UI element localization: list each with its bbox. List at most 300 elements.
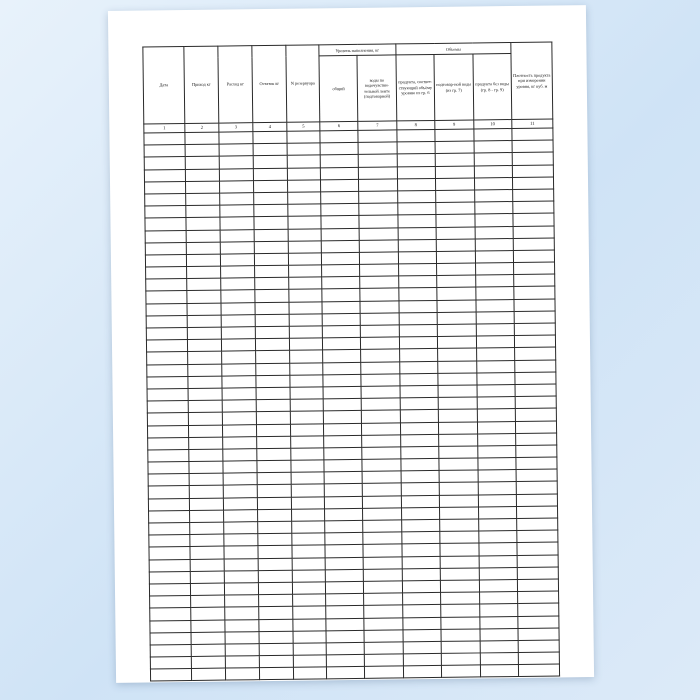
table-cell[interactable] (359, 154, 398, 167)
table-cell[interactable] (150, 596, 191, 609)
table-cell[interactable] (324, 435, 363, 448)
table-cell[interactable] (478, 518, 517, 531)
table-cell[interactable] (189, 437, 223, 450)
table-cell[interactable] (146, 291, 187, 304)
table-cell[interactable] (325, 581, 364, 594)
table-cell[interactable] (145, 181, 186, 194)
table-cell[interactable] (326, 654, 365, 667)
table-cell[interactable] (291, 460, 324, 473)
table-cell[interactable] (149, 535, 190, 548)
table-cell[interactable] (360, 240, 399, 253)
table-cell[interactable] (291, 484, 324, 497)
table-cell[interactable] (326, 593, 365, 606)
table-cell[interactable] (323, 374, 362, 387)
table-cell[interactable] (358, 130, 397, 143)
table-cell[interactable] (480, 653, 519, 666)
table-cell[interactable] (144, 145, 185, 158)
table-cell[interactable] (441, 604, 480, 617)
table-cell[interactable] (187, 266, 221, 279)
table-cell[interactable] (435, 129, 474, 142)
table-cell[interactable] (359, 166, 398, 179)
table-cell[interactable] (517, 579, 558, 592)
table-cell[interactable] (186, 205, 220, 218)
table-cell[interactable] (221, 327, 255, 340)
table-cell[interactable] (323, 411, 362, 424)
table-cell[interactable] (321, 228, 360, 241)
table-cell[interactable] (437, 287, 476, 300)
table-cell[interactable] (475, 250, 514, 263)
table-cell[interactable] (515, 360, 556, 373)
table-cell[interactable] (145, 218, 186, 231)
table-cell[interactable] (219, 132, 253, 145)
table-cell[interactable] (516, 433, 557, 446)
table-cell[interactable] (476, 324, 515, 337)
table-cell[interactable] (441, 592, 480, 605)
table-cell[interactable] (289, 265, 322, 278)
table-cell[interactable] (146, 279, 187, 292)
table-cell[interactable] (515, 420, 556, 433)
table-cell[interactable] (436, 239, 475, 252)
table-cell[interactable] (479, 555, 518, 568)
table-cell[interactable] (402, 568, 441, 581)
table-cell[interactable] (480, 628, 519, 641)
table-cell[interactable] (255, 326, 289, 339)
table-cell[interactable] (436, 214, 475, 227)
table-cell[interactable] (255, 314, 289, 327)
table-cell[interactable] (518, 640, 559, 653)
table-cell[interactable] (440, 495, 479, 508)
table-cell[interactable] (322, 325, 361, 338)
table-cell[interactable] (320, 155, 359, 168)
table-cell[interactable] (324, 484, 363, 497)
table-cell[interactable] (517, 567, 558, 580)
table-cell[interactable] (512, 177, 553, 190)
table-cell[interactable] (397, 154, 436, 167)
table-cell[interactable] (477, 384, 516, 397)
table-cell[interactable] (324, 447, 363, 460)
table-cell[interactable] (293, 618, 326, 631)
table-cell[interactable] (148, 474, 189, 487)
table-cell[interactable] (321, 191, 360, 204)
table-cell[interactable] (219, 180, 253, 193)
table-cell[interactable] (326, 667, 365, 680)
table-cell[interactable] (145, 230, 186, 243)
table-cell[interactable] (363, 520, 402, 533)
table-cell[interactable] (401, 471, 440, 484)
table-cell[interactable] (255, 278, 289, 291)
table-cell[interactable] (144, 133, 185, 146)
table-cell[interactable] (148, 462, 189, 475)
table-cell[interactable] (148, 437, 189, 450)
table-cell[interactable] (146, 340, 187, 353)
table-cell[interactable] (473, 129, 512, 142)
table-cell[interactable] (518, 664, 559, 677)
table-cell[interactable] (255, 302, 289, 315)
table-cell[interactable] (362, 447, 401, 460)
table-cell[interactable] (293, 594, 326, 607)
table-cell[interactable] (513, 250, 554, 263)
table-cell[interactable] (439, 421, 478, 434)
table-cell[interactable] (474, 165, 513, 178)
table-cell[interactable] (185, 132, 219, 145)
table-cell[interactable] (515, 347, 556, 360)
table-cell[interactable] (187, 315, 221, 328)
table-cell[interactable] (325, 508, 364, 521)
table-cell[interactable] (436, 202, 475, 215)
table-cell[interactable] (322, 338, 361, 351)
table-cell[interactable] (222, 388, 256, 401)
table-cell[interactable] (255, 290, 289, 303)
table-cell[interactable] (320, 179, 359, 192)
table-cell[interactable] (359, 227, 398, 240)
table-cell[interactable] (513, 213, 554, 226)
table-cell[interactable] (477, 421, 516, 434)
table-cell[interactable] (225, 668, 259, 681)
table-cell[interactable] (514, 323, 555, 336)
table-cell[interactable] (398, 227, 437, 240)
table-cell[interactable] (292, 570, 325, 583)
table-cell[interactable] (322, 289, 361, 302)
table-cell[interactable] (254, 241, 288, 254)
table-cell[interactable] (225, 631, 259, 644)
table-cell[interactable] (150, 620, 191, 633)
table-cell[interactable] (359, 179, 398, 192)
table-cell[interactable] (254, 253, 288, 266)
table-cell[interactable] (186, 242, 220, 255)
table-cell[interactable] (474, 189, 513, 202)
table-cell[interactable] (255, 338, 289, 351)
table-cell[interactable] (363, 532, 402, 545)
table-cell[interactable] (359, 215, 398, 228)
table-cell[interactable] (399, 324, 438, 337)
table-cell[interactable] (293, 631, 326, 644)
table-cell[interactable] (224, 583, 258, 596)
table-cell[interactable] (478, 506, 517, 519)
table-cell[interactable] (478, 482, 517, 495)
table-cell[interactable] (221, 278, 255, 291)
table-cell[interactable] (189, 486, 223, 499)
table-cell[interactable] (478, 494, 517, 507)
table-cell[interactable] (361, 337, 400, 350)
table-cell[interactable] (436, 166, 475, 179)
table-cell[interactable] (186, 230, 220, 243)
table-cell[interactable] (220, 254, 254, 267)
table-cell[interactable] (401, 495, 440, 508)
table-cell[interactable] (400, 410, 439, 423)
table-cell[interactable] (256, 412, 290, 425)
table-cell[interactable] (474, 177, 513, 190)
table-cell[interactable] (259, 594, 293, 607)
table-cell[interactable] (223, 485, 257, 498)
table-cell[interactable] (225, 607, 259, 620)
table-cell[interactable] (399, 361, 438, 374)
table-cell[interactable] (222, 400, 256, 413)
table-cell[interactable] (360, 252, 399, 265)
table-cell[interactable] (398, 203, 437, 216)
table-cell[interactable] (436, 226, 475, 239)
table-cell[interactable] (225, 644, 259, 657)
table-cell[interactable] (220, 193, 254, 206)
table-cell[interactable] (222, 412, 256, 425)
table-cell[interactable] (219, 144, 253, 157)
table-cell[interactable] (398, 251, 437, 264)
table-cell[interactable] (364, 617, 403, 630)
table-cell[interactable] (147, 364, 188, 377)
table-cell[interactable] (518, 615, 559, 628)
table-cell[interactable] (362, 398, 401, 411)
table-cell[interactable] (149, 571, 190, 584)
table-cell[interactable] (220, 205, 254, 218)
table-cell[interactable] (439, 446, 478, 459)
table-cell[interactable] (189, 473, 223, 486)
table-cell[interactable] (325, 557, 364, 570)
table-cell[interactable] (362, 410, 401, 423)
table-cell[interactable] (474, 153, 513, 166)
table-cell[interactable] (516, 506, 557, 519)
table-cell[interactable] (292, 509, 325, 522)
table-cell[interactable] (223, 461, 257, 474)
table-cell[interactable] (477, 397, 516, 410)
table-cell[interactable] (257, 448, 291, 461)
table-cell[interactable] (475, 287, 514, 300)
table-cell[interactable] (321, 240, 360, 253)
table-cell[interactable] (402, 556, 441, 569)
table-cell[interactable] (190, 522, 224, 535)
table-cell[interactable] (256, 363, 290, 376)
table-cell[interactable] (320, 167, 359, 180)
table-cell[interactable] (400, 385, 439, 398)
table-cell[interactable] (190, 534, 224, 547)
table-cell[interactable] (516, 481, 557, 494)
table-cell[interactable] (326, 642, 365, 655)
table-cell[interactable] (512, 152, 553, 165)
table-cell[interactable] (512, 128, 553, 141)
table-cell[interactable] (324, 472, 363, 485)
table-cell[interactable] (185, 156, 219, 169)
table-cell[interactable] (516, 445, 557, 458)
table-cell[interactable] (191, 620, 225, 633)
table-cell[interactable] (256, 375, 290, 388)
table-cell[interactable] (290, 362, 323, 375)
table-cell[interactable] (253, 156, 287, 169)
table-cell[interactable] (293, 606, 326, 619)
table-cell[interactable] (188, 376, 222, 389)
table-cell[interactable] (516, 469, 557, 482)
table-cell[interactable] (360, 276, 399, 289)
table-cell[interactable] (288, 228, 321, 241)
table-cell[interactable] (512, 165, 553, 178)
table-cell[interactable] (220, 229, 254, 242)
table-cell[interactable] (224, 546, 258, 559)
table-cell[interactable] (399, 349, 438, 362)
table-cell[interactable] (223, 436, 257, 449)
table-cell[interactable] (513, 226, 554, 239)
table-cell[interactable] (325, 533, 364, 546)
table-cell[interactable] (518, 591, 559, 604)
table-cell[interactable] (399, 337, 438, 350)
table-cell[interactable] (186, 217, 220, 230)
table-cell[interactable] (437, 275, 476, 288)
table-cell[interactable] (186, 193, 220, 206)
table-cell[interactable] (287, 143, 320, 156)
table-cell[interactable] (191, 607, 225, 620)
table-cell[interactable] (256, 399, 290, 412)
table-cell[interactable] (259, 643, 293, 656)
table-cell[interactable] (293, 643, 326, 656)
table-cell[interactable] (291, 436, 324, 449)
table-cell[interactable] (144, 169, 185, 182)
table-cell[interactable] (513, 238, 554, 251)
table-cell[interactable] (291, 496, 324, 509)
table-cell[interactable] (290, 423, 323, 436)
table-cell[interactable] (359, 203, 398, 216)
table-cell[interactable] (187, 339, 221, 352)
table-cell[interactable] (361, 386, 400, 399)
table-cell[interactable] (222, 424, 256, 437)
table-cell[interactable] (397, 142, 436, 155)
table-cell[interactable] (441, 641, 480, 654)
table-cell[interactable] (253, 143, 287, 156)
table-cell[interactable] (362, 471, 401, 484)
table-cell[interactable] (222, 375, 256, 388)
table-cell[interactable] (224, 558, 258, 571)
table-cell[interactable] (145, 254, 186, 267)
table-cell[interactable] (191, 632, 225, 645)
table-cell[interactable] (146, 315, 187, 328)
table-cell[interactable] (440, 556, 479, 569)
table-cell[interactable] (147, 388, 188, 401)
table-cell[interactable] (400, 422, 439, 435)
table-cell[interactable] (359, 191, 398, 204)
table-cell[interactable] (289, 314, 322, 327)
table-cell[interactable] (441, 629, 480, 642)
table-cell[interactable] (222, 351, 256, 364)
table-cell[interactable] (514, 311, 555, 324)
table-cell[interactable] (517, 555, 558, 568)
table-cell[interactable] (287, 167, 320, 180)
table-cell[interactable] (361, 361, 400, 374)
table-cell[interactable] (326, 618, 365, 631)
table-cell[interactable] (190, 546, 224, 559)
table-cell[interactable] (517, 518, 558, 531)
table-cell[interactable] (219, 168, 253, 181)
table-cell[interactable] (437, 324, 476, 337)
table-cell[interactable] (477, 409, 516, 422)
table-cell[interactable] (322, 313, 361, 326)
table-cell[interactable] (323, 399, 362, 412)
table-cell[interactable] (399, 312, 438, 325)
table-cell[interactable] (290, 387, 323, 400)
table-cell[interactable] (225, 619, 259, 632)
table-cell[interactable] (187, 327, 221, 340)
table-cell[interactable] (287, 155, 320, 168)
table-cell[interactable] (190, 571, 224, 584)
table-cell[interactable] (145, 206, 186, 219)
table-cell[interactable] (256, 424, 290, 437)
table-cell[interactable] (477, 445, 516, 458)
table-cell[interactable] (518, 628, 559, 641)
table-cell[interactable] (288, 216, 321, 229)
table-cell[interactable] (360, 288, 399, 301)
table-cell[interactable] (398, 239, 437, 252)
table-cell[interactable] (324, 459, 363, 472)
table-cell[interactable] (149, 522, 190, 535)
table-cell[interactable] (514, 335, 555, 348)
table-cell[interactable] (363, 556, 402, 569)
table-cell[interactable] (191, 644, 225, 657)
table-cell[interactable] (146, 267, 187, 280)
table-cell[interactable] (438, 385, 477, 398)
table-cell[interactable] (514, 274, 555, 287)
table-cell[interactable] (258, 570, 292, 583)
table-cell[interactable] (475, 238, 514, 251)
table-cell[interactable] (149, 510, 190, 523)
table-cell[interactable] (288, 241, 321, 254)
table-cell[interactable] (323, 386, 362, 399)
table-cell[interactable] (293, 667, 326, 680)
table-cell[interactable] (320, 130, 359, 143)
table-cell[interactable] (403, 641, 442, 654)
table-cell[interactable] (220, 217, 254, 230)
table-cell[interactable] (321, 216, 360, 229)
table-cell[interactable] (399, 288, 438, 301)
table-cell[interactable] (402, 580, 441, 593)
table-cell[interactable] (438, 397, 477, 410)
table-cell[interactable] (221, 339, 255, 352)
table-cell[interactable] (320, 143, 359, 156)
table-cell[interactable] (438, 361, 477, 374)
table-cell[interactable] (440, 531, 479, 544)
table-cell[interactable] (440, 519, 479, 532)
table-cell[interactable] (288, 204, 321, 217)
table-cell[interactable] (361, 349, 400, 362)
table-cell[interactable] (144, 157, 185, 170)
table-cell[interactable] (398, 276, 437, 289)
table-cell[interactable] (147, 413, 188, 426)
table-cell[interactable] (257, 485, 291, 498)
table-cell[interactable] (361, 374, 400, 387)
table-cell[interactable] (515, 408, 556, 421)
table-cell[interactable] (289, 289, 322, 302)
table-cell[interactable] (325, 545, 364, 558)
table-cell[interactable] (254, 204, 288, 217)
table-cell[interactable] (400, 398, 439, 411)
table-cell[interactable] (480, 640, 519, 653)
table-cell[interactable] (258, 533, 292, 546)
table-cell[interactable] (476, 372, 515, 385)
table-cell[interactable] (189, 461, 223, 474)
table-cell[interactable] (439, 434, 478, 447)
table-cell[interactable] (259, 667, 293, 680)
table-cell[interactable] (480, 665, 519, 678)
table-cell[interactable] (292, 521, 325, 534)
table-cell[interactable] (363, 496, 402, 509)
table-cell[interactable] (325, 520, 364, 533)
table-cell[interactable] (292, 582, 325, 595)
table-cell[interactable] (258, 509, 292, 522)
table-cell[interactable] (188, 425, 222, 438)
table-cell[interactable] (399, 300, 438, 313)
table-cell[interactable] (150, 644, 191, 657)
table-cell[interactable] (515, 384, 556, 397)
table-cell[interactable] (479, 543, 518, 556)
table-cell[interactable] (221, 314, 255, 327)
table-cell[interactable] (518, 652, 559, 665)
table-cell[interactable] (397, 129, 436, 142)
table-cell[interactable] (397, 178, 436, 191)
table-cell[interactable] (289, 277, 322, 290)
table-cell[interactable] (188, 351, 222, 364)
